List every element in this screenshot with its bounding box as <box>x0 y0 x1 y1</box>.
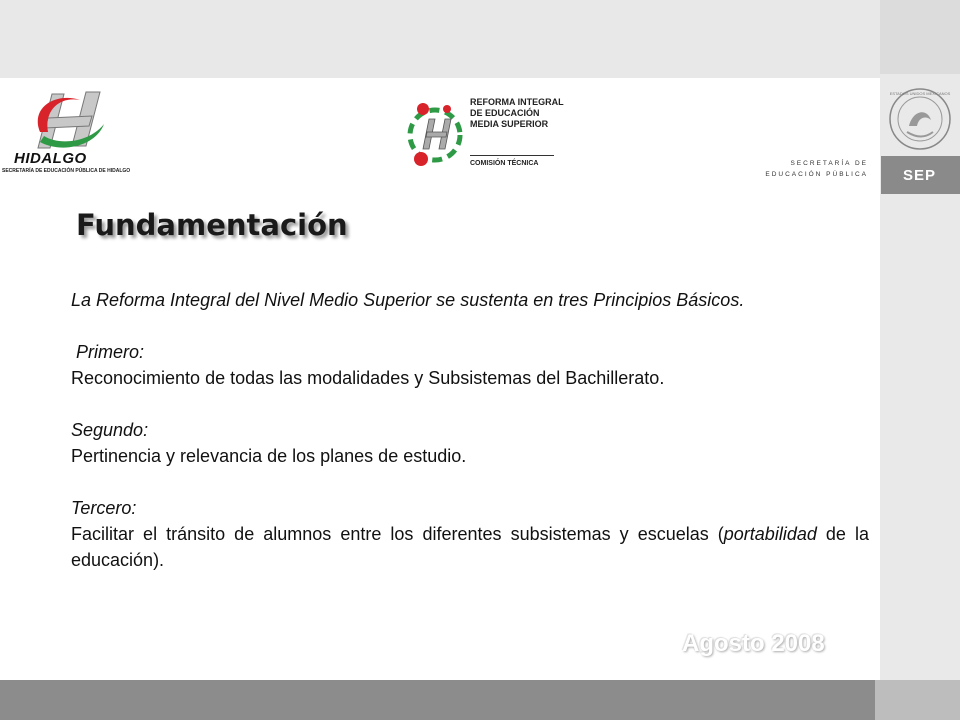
principle-1-text: Reconocimiento de todas las modalidades y Subsistemas del Bachillerato. <box>71 368 665 388</box>
reforma-divider <box>470 155 554 156</box>
reforma-line-2: DE EDUCACIÓN <box>470 108 540 118</box>
principle-3-text-a: Facilitar el tránsito de alumnos entre los diferentes subsistemas y escuelas ( <box>71 524 724 544</box>
right-top-band <box>880 0 960 74</box>
principle-2-label: Segundo: <box>71 420 149 440</box>
principle-3-text-b: de la educación). <box>71 524 869 570</box>
slide-title: Fundamentación <box>76 208 348 242</box>
sep-secretaria-text <box>760 158 868 180</box>
reforma-logo-text <box>470 97 564 130</box>
slide-body <box>71 287 869 573</box>
intro-paragraph: La Reforma Integral del Nivel Medio Superior se sustenta en tres Principios Básicos. <box>71 290 745 310</box>
seal-text: ESTADOS UNIDOS MEXICANOS <box>889 91 951 96</box>
hidalgo-logo-subtitle: SECRETARÍA DE EDUCACIÓN PÚBLICA DE HIDALGO <box>2 168 131 174</box>
hidalgo-logo-name: HIDALGO <box>14 150 87 167</box>
sep-text-line-2: EDUCACIÓN PÚBLICA <box>765 171 868 178</box>
principle-2-text: Pertinencia y relevancia de los planes de estudio. <box>71 446 467 466</box>
bottom-band <box>0 680 875 720</box>
date-watermark: Agosto 2008 <box>682 630 825 657</box>
principle-3-label: Tercero: <box>71 498 137 518</box>
reforma-line-3: MEDIA SUPERIOR <box>470 119 549 129</box>
bottom-right-band <box>875 680 960 720</box>
principle-1-label: Primero: <box>71 342 145 362</box>
reforma-line-1: REFORMA INTEGRAL <box>470 97 564 107</box>
sep-badge: SEP <box>881 156 960 194</box>
sep-text-line-1: SECRETARÍA DE <box>790 160 868 167</box>
principle-3-text <box>71 521 869 573</box>
top-band <box>0 0 880 78</box>
reforma-commission: COMISIÓN TÉCNICA <box>470 160 539 167</box>
reforma-logo-icon <box>405 95 475 175</box>
principle-3-text-italic: portabilidad <box>723 524 817 544</box>
mexican-seal-icon <box>887 86 953 152</box>
